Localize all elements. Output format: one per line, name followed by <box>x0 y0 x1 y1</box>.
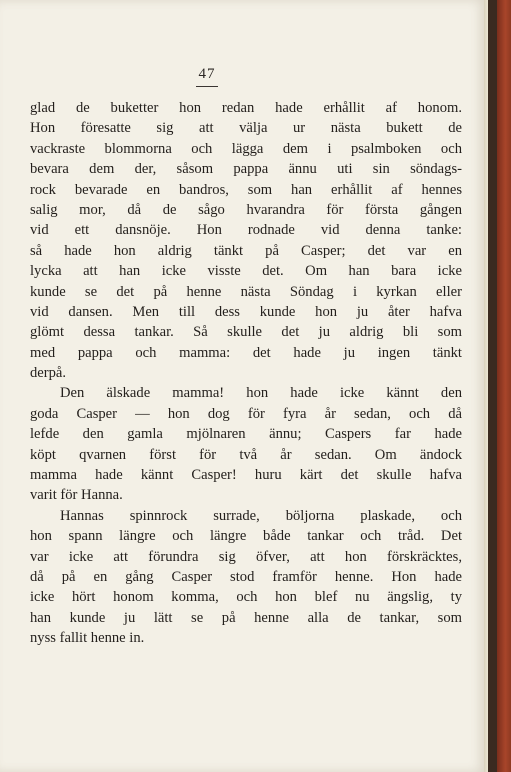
text-line: var icke att förundra sig öfver, att hon förskräcktes, <box>30 548 462 565</box>
body-text <box>30 98 462 649</box>
text-line: glömt dessa tankar. Så skulle det ju aldrig bli som <box>30 324 462 341</box>
page-number: 47 <box>198 66 216 82</box>
text-line: glad de buketter hon redan hade erhållit af honom. <box>30 100 462 116</box>
text-line: varit för Hanna. <box>30 487 123 504</box>
text-line: så hade hon aldrig tänkt på Casper; det var en <box>30 242 462 259</box>
page-number-rule <box>196 86 218 87</box>
text-line: vackraste blommorna och lägga dem i psalmboken och <box>30 140 462 157</box>
text-line: vid dansen. Men till dess kunde hon ju åter hafva <box>30 303 462 320</box>
text-line: han kunde ju lätt se på henne alla de tankar, som <box>30 609 462 626</box>
text-line: lycka att han icke visste det. Om han bara icke <box>30 263 462 280</box>
book-spine-shadow <box>488 0 497 772</box>
text-line: kunde se det på henne nästa Söndag i kyrkan eller <box>30 283 462 300</box>
text-line: rock bevarade en bandros, som han erhållit af hennes <box>30 181 462 198</box>
text-line: köpt qvarnen först för två år sedan. Om ändock <box>30 446 462 463</box>
text-line: med pappa och mamma: det hade ju ingen tänkt <box>30 344 462 361</box>
book-cover-edge <box>497 0 511 772</box>
text-line: lefde den gamla mjölnaren ännu; Caspers far hade <box>30 426 462 443</box>
text-line: hon spann längre och längre både tankar och tråd. Det <box>30 528 462 545</box>
text-line: salig mor, då de sågo hvarandra för första gången <box>30 201 462 218</box>
text-line: icke hört honom komma, och hon blef nu ängslig, ty <box>30 589 462 606</box>
text-line: då på en gång Casper stod framför henne. Hon hade <box>30 568 462 585</box>
text-line: goda Casper — hon dog för fyra år sedan, och då <box>30 405 462 422</box>
text-line: Hannas spinnrock surrade, böljorna plaskade, och <box>60 507 462 524</box>
text-line: Den älskade mamma! hon hade icke kännt den <box>60 385 462 402</box>
text-line: Hon föresatte sig att välja ur nästa bukett de <box>30 120 462 137</box>
text-line: bevara dem der, såsom pappa ännu uti sin söndags- <box>30 161 462 178</box>
text-line: derpå. <box>30 365 67 382</box>
text-line: vid ett dansnöje. Hon rodnade vid denna tanke: <box>30 222 462 239</box>
text-line: mamma hade kännt Casper! huru kärt det skulle hafva <box>30 467 462 484</box>
text-line: nyss fallit henne in. <box>30 630 145 647</box>
